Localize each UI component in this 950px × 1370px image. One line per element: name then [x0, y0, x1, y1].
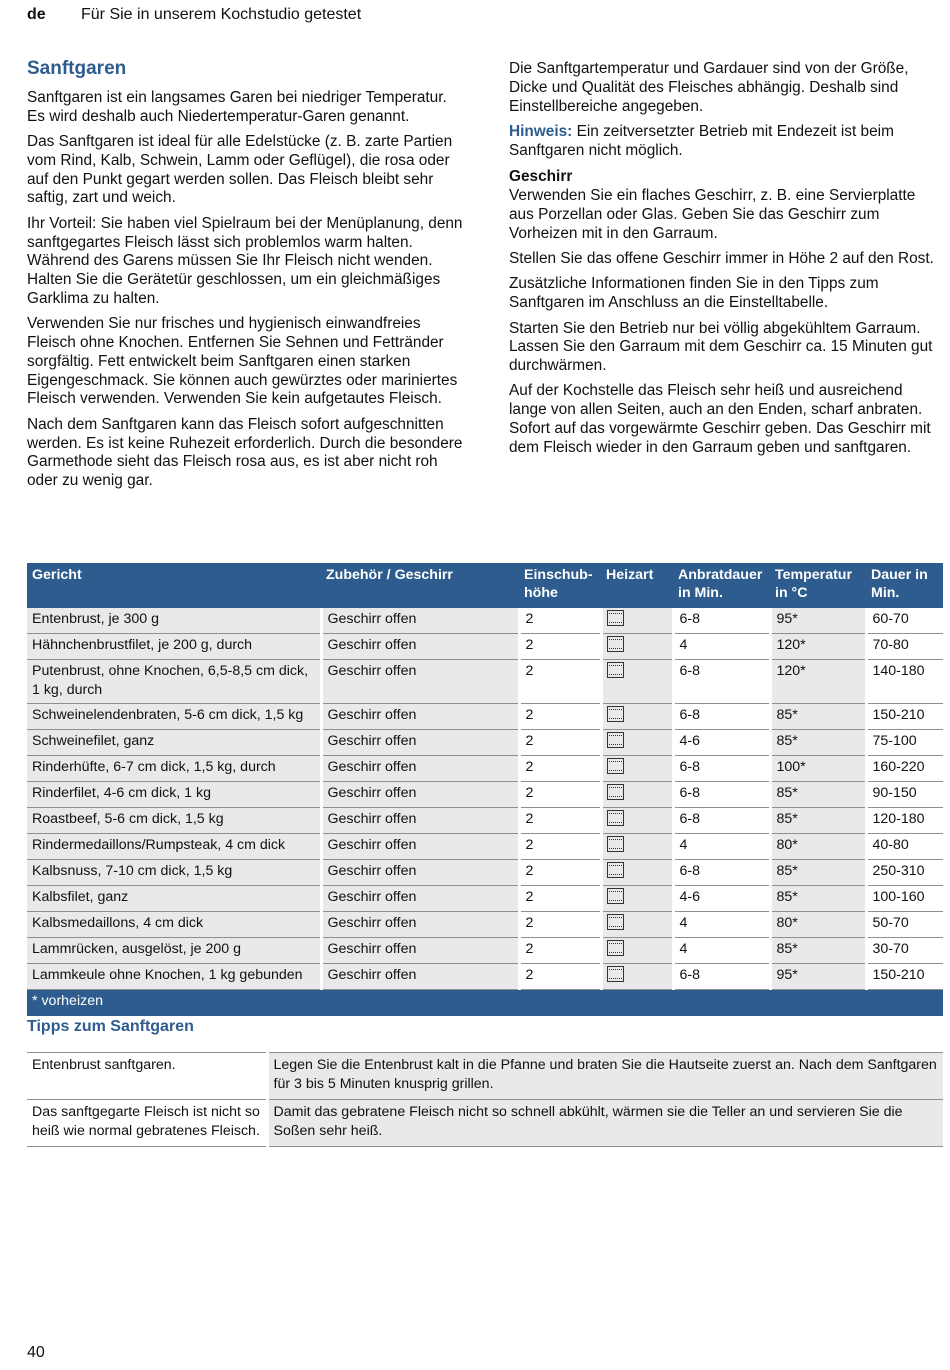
heizart-cell — [601, 756, 673, 782]
table-cell: 75-100 — [866, 730, 943, 756]
table-cell: 85* — [770, 860, 866, 886]
table-cell: Geschirr offen — [321, 912, 519, 938]
table-cell: Roastbeef, 5-6 cm dick, 1,5 kg — [27, 808, 321, 834]
column-header: Dauer in Min. — [866, 563, 943, 608]
tip-row — [27, 1053, 943, 1100]
table-body — [27, 608, 943, 990]
table-cell: Geschirr offen — [321, 756, 519, 782]
table-cell: 6-8 — [673, 660, 770, 704]
heizart-cell — [601, 608, 673, 634]
table-cell: 100* — [770, 756, 866, 782]
table-cell: 2 — [519, 964, 601, 990]
tips-body — [27, 1053, 943, 1147]
table-cell: 6-8 — [673, 608, 770, 634]
heizart-cell — [601, 782, 673, 808]
table-cell: Geschirr offen — [321, 964, 519, 990]
oven-top-bottom-heat-icon — [607, 914, 624, 930]
table-cell: 60-70 — [866, 608, 943, 634]
oven-top-bottom-heat-icon — [607, 636, 624, 652]
hint-paragraph — [509, 123, 943, 161]
table-cell: 85* — [770, 808, 866, 834]
heizart-cell — [601, 808, 673, 834]
table-cell: 2 — [519, 756, 601, 782]
table-cell: Kalbsmedaillons, 4 cm dick — [27, 912, 321, 938]
hint-text: Ein zeitversetzter Betrieb mit Endezeit ist beim Sanftgaren nicht möglich. — [509, 122, 894, 159]
paragraph: Verwenden Sie ein flaches Geschirr, z. B. eine Servierplatte aus Porzellan oder Glas. Geben Sie das Geschirr zum Vorheizen mit in den Garraum. — [509, 187, 916, 242]
table-cell: 6-8 — [673, 756, 770, 782]
table-cell: 160-220 — [866, 756, 943, 782]
paragraph: Stellen Sie das offene Geschirr immer in Höhe 2 auf den Rost. — [509, 250, 934, 268]
tip-answer: Damit das gebratene Fleisch nicht so schnell abkühlt, wärmen sie die Teller an und servieren Sie die Soßen sehr heiß. — [267, 1100, 943, 1147]
tip-answer: Legen Sie die Entenbrust kalt in die Pfanne und braten Sie die Hautseite zuerst an. Nach dem Sanftgaren für 3 bis 5 Minuten knusprig grillen. — [267, 1053, 943, 1100]
oven-top-bottom-heat-icon — [607, 836, 624, 852]
table-row — [27, 756, 943, 782]
table-row — [27, 782, 943, 808]
oven-top-bottom-heat-icon — [607, 810, 624, 826]
column-header: Gericht — [27, 563, 321, 608]
table-row — [27, 886, 943, 912]
table-cell: 4 — [673, 938, 770, 964]
settings-table — [27, 563, 943, 1016]
header-title: Für Sie in unserem Kochstudio getestet — [81, 6, 362, 23]
table-cell: 80* — [770, 912, 866, 938]
table-cell: 80* — [770, 834, 866, 860]
table-cell: 95* — [770, 608, 866, 634]
table-cell: 100-160 — [866, 886, 943, 912]
oven-top-bottom-heat-icon — [607, 662, 624, 678]
table-row — [27, 808, 943, 834]
tip-question: Entenbrust sanftgaren. — [27, 1053, 267, 1100]
table-cell: 6-8 — [673, 704, 770, 730]
table-cell: Putenbrust, ohne Knochen, 6,5-8,5 cm dick, 1 kg, durch — [27, 660, 321, 704]
paragraph: Auf der Kochstelle das Fleisch sehr heiß und ausreichend lange von allen Seiten, auch an den Enden, scharf anbraten. Sofort auf das vorgewärmte Geschirr geben. Das Geschirr mit dem Fleisch wieder in den Garraum geben und sanftgaren. — [509, 382, 931, 456]
table-row — [27, 660, 943, 704]
footnote: * vorheizen — [27, 990, 943, 1016]
table-cell: Entenbrust, je 300 g — [27, 608, 321, 634]
table-cell: 2 — [519, 860, 601, 886]
table-row — [27, 912, 943, 938]
table-cell: 6-8 — [673, 860, 770, 886]
table-cell: Geschirr offen — [321, 834, 519, 860]
table-cell: 4 — [673, 834, 770, 860]
heizart-cell — [601, 938, 673, 964]
table-cell: 2 — [519, 834, 601, 860]
oven-top-bottom-heat-icon — [607, 758, 624, 774]
table-cell: 250-310 — [866, 860, 943, 886]
oven-top-bottom-heat-icon — [607, 732, 624, 748]
table-cell: Geschirr offen — [321, 730, 519, 756]
table-cell: 2 — [519, 938, 601, 964]
table-cell: Geschirr offen — [321, 660, 519, 704]
table-cell: 2 — [519, 730, 601, 756]
table-cell: Geschirr offen — [321, 634, 519, 660]
paragraph: Sanftgaren ist ein langsames Garen bei niedriger Temperatur. Es wird deshalb auch Niedertemperatur-Garen genannt. — [27, 89, 447, 125]
table-row — [27, 860, 943, 886]
heizart-cell — [601, 964, 673, 990]
table-cell: 95* — [770, 964, 866, 990]
heizart-cell — [601, 634, 673, 660]
table-cell: 2 — [519, 886, 601, 912]
table-cell: Geschirr offen — [321, 808, 519, 834]
heizart-cell — [601, 704, 673, 730]
table-cell: 6-8 — [673, 808, 770, 834]
heizart-cell — [601, 660, 673, 704]
table-cell: 2 — [519, 912, 601, 938]
paragraph: Das Sanftgaren ist ideal für alle Edelstücke (z. B. zarte Partien vom Rind, Kalb, Schwein, Lamm oder Geflügel), die rosa oder auf den Punkt gegart werden sollen. Das Fleisch bleibt sehr saftig, zart und weich. — [27, 133, 453, 207]
table-cell: 2 — [519, 704, 601, 730]
table-cell: 150-210 — [866, 704, 943, 730]
language-code: de — [27, 6, 46, 23]
table-cell: 120* — [770, 660, 866, 704]
table-row — [27, 834, 943, 860]
table-cell: Kalbsfilet, ganz — [27, 886, 321, 912]
column-header: Temperatur in °C — [770, 563, 866, 608]
table-cell: 2 — [519, 608, 601, 634]
table-cell: 4 — [673, 912, 770, 938]
paragraph: Starten Sie den Betrieb nur bei völlig abgekühltem Garraum. Lassen Sie den Garraum mit dem Geschirr ca. 15 Minuten gut durchwärmen. — [509, 319, 933, 375]
table-cell: Geschirr offen — [321, 886, 519, 912]
geschirr-heading: Geschirr — [509, 168, 573, 186]
table-cell: 70-80 — [866, 634, 943, 660]
table-cell: 85* — [770, 938, 866, 964]
oven-top-bottom-heat-icon — [607, 888, 624, 904]
column-header: Anbratdauer in Min. — [673, 563, 770, 608]
heizart-cell — [601, 886, 673, 912]
table-cell: Geschirr offen — [321, 938, 519, 964]
table-cell: Hähnchenbrustfilet, je 200 g, durch — [27, 634, 321, 660]
table-row — [27, 608, 943, 634]
table-cell: Schweinefilet, ganz — [27, 730, 321, 756]
section-heading: Sanftgaren — [27, 58, 127, 79]
table-cell: 85* — [770, 730, 866, 756]
table-cell: Schweinelendenbraten, 5-6 cm dick, 1,5 kg — [27, 704, 321, 730]
table-cell: Geschirr offen — [321, 782, 519, 808]
heizart-cell — [601, 834, 673, 860]
oven-top-bottom-heat-icon — [607, 610, 624, 626]
table-cell: 85* — [770, 886, 866, 912]
table-row — [27, 730, 943, 756]
table-cell: Rindermedaillons/Rumpsteak, 4 cm dick — [27, 834, 321, 860]
paragraph: Nach dem Sanftgaren kann das Fleisch sofort aufgeschnitten werden. Es ist keine Ruhezeit erforderlich. Durch die besondere Garmethode sieht das Fleisch rosa aus, es ist aber nicht roh oder zu wenig gar. — [27, 415, 463, 490]
table-cell: 85* — [770, 704, 866, 730]
heizart-cell — [601, 912, 673, 938]
tips-title: Tipps zum Sanftgaren — [27, 1018, 194, 1035]
tip-row — [27, 1100, 943, 1147]
oven-top-bottom-heat-icon — [607, 940, 624, 956]
table-row — [27, 964, 943, 990]
oven-top-bottom-heat-icon — [607, 862, 624, 878]
table-cell: Lammkeule ohne Knochen, 1 kg gebunden — [27, 964, 321, 990]
table-cell: 30-70 — [866, 938, 943, 964]
table-cell: 4 — [673, 634, 770, 660]
table-cell: 120* — [770, 634, 866, 660]
heizart-cell — [601, 730, 673, 756]
column-header: Heizart — [601, 563, 673, 608]
table-cell: Geschirr offen — [321, 860, 519, 886]
intro-paragraph: Die Sanftgartemperatur und Gardauer sind von der Größe, Dicke und Qualität des Fleisches abhängig. Deshalb sind Einstellbereiche angegeben. — [509, 60, 909, 115]
tip-question: Das sanftgegarte Fleisch ist nicht so heiß wie normal gebratenes Fleisch. — [27, 1100, 267, 1147]
table-cell: 90-150 — [866, 782, 943, 808]
table-cell: Geschirr offen — [321, 608, 519, 634]
paragraph: Zusätzliche Informationen finden Sie in den Tipps zum Sanftgaren im Anschluss an die Einstelltabelle. — [509, 275, 879, 312]
table-cell: Kalbsnuss, 7-10 cm dick, 1,5 kg — [27, 860, 321, 886]
table-cell: 4-6 — [673, 886, 770, 912]
table-cell: 140-180 — [866, 660, 943, 704]
table-row — [27, 634, 943, 660]
column-header: Zubehör / Geschirr — [321, 563, 519, 608]
page-header — [27, 6, 940, 24]
table-cell: Lammrücken, ausgelöst, je 200 g — [27, 938, 321, 964]
table-cell: Rinderfilet, 4-6 cm dick, 1 kg — [27, 782, 321, 808]
table-cell: 2 — [519, 634, 601, 660]
tips-table — [27, 1052, 943, 1147]
oven-top-bottom-heat-icon — [607, 966, 624, 982]
table-row — [27, 938, 943, 964]
heizart-cell — [601, 860, 673, 886]
table-cell: Rinderhüfte, 6-7 cm dick, 1,5 kg, durch — [27, 756, 321, 782]
table-cell: 85* — [770, 782, 866, 808]
paragraph: Verwenden Sie nur frisches und hygienisch einwandfreies Fleisch ohne Knochen. Entfernen Sie Sehnen und Fettränder sorgfältig. Fett entwickelt beim Sanftgaren einen starken Eigengeschmack. Sie können auch gewürztes oder mariniertes Fleisch verwenden. Verwenden Sie kein aufgetautes Fleisch. — [27, 315, 458, 408]
right-column — [509, 60, 943, 464]
column-header: Einschub- höhe — [519, 563, 601, 608]
table-header-row — [27, 563, 943, 608]
table-cell: Geschirr offen — [321, 704, 519, 730]
paragraph: Ihr Vorteil: Sie haben viel Spielraum bei der Menüplanung, denn sanftgegartes Fleisch lässt sich problemlos warm halten. Während des Garens müssen Sie Ihr Fleisch nicht wenden. Halten Sie die Gerätetür geschlossen, um ein gleichmäßiges Garklima zu halten. — [27, 214, 463, 307]
table-cell: 150-210 — [866, 964, 943, 990]
table-cell: 120-180 — [866, 808, 943, 834]
table-cell: 6-8 — [673, 964, 770, 990]
table-cell: 2 — [519, 782, 601, 808]
hint-label: Hinweis: — [509, 122, 573, 140]
table-cell: 40-80 — [866, 834, 943, 860]
table-row — [27, 704, 943, 730]
page-number: 40 — [27, 1344, 45, 1361]
table-cell: 2 — [519, 660, 601, 704]
left-column — [27, 58, 465, 497]
oven-top-bottom-heat-icon — [607, 706, 624, 722]
table-footnote-row — [27, 990, 943, 1016]
table-cell: 4-6 — [673, 730, 770, 756]
table-cell: 2 — [519, 808, 601, 834]
oven-top-bottom-heat-icon — [607, 784, 624, 800]
table-cell: 6-8 — [673, 782, 770, 808]
table-cell: 50-70 — [866, 912, 943, 938]
